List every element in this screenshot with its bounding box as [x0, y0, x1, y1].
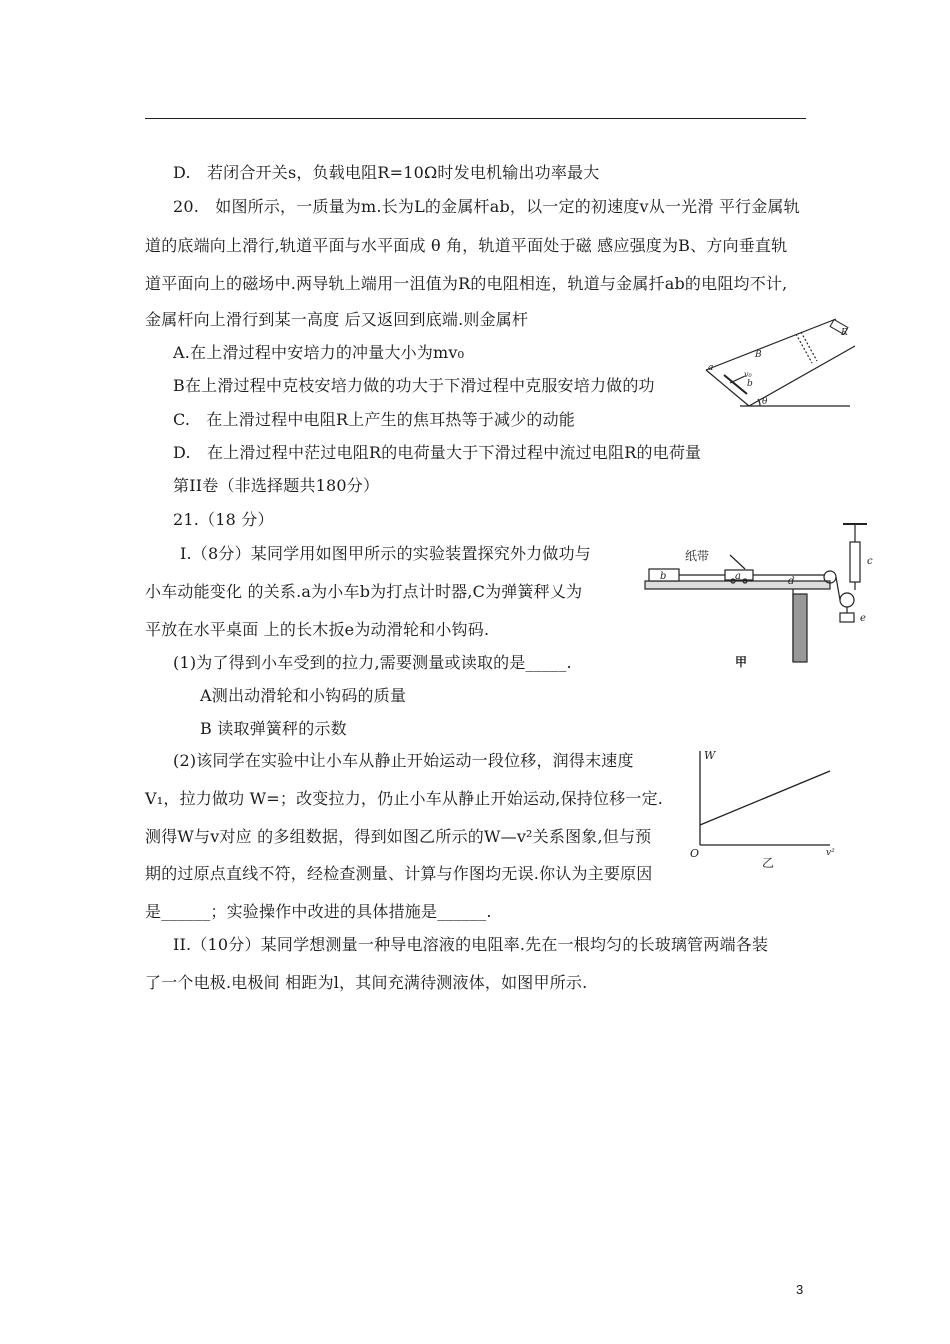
graph-caption: 乙: [762, 856, 775, 870]
apparatus-label-b: b: [660, 571, 667, 582]
q21-heading: 21.（18 分）: [173, 510, 274, 529]
graph-label-v2: v²: [826, 848, 835, 858]
q21-part-i-line1: I.（8分）某同学用如图甲所示的实验装置探究外力做功与: [180, 544, 591, 563]
q21-part-i-line2: 小车动能变化 的关系.a为小车b为打点计时器,C为弹簧秤乂为: [145, 582, 583, 601]
q20-option-a: A.在上滑过程中安培力的冲量大小为mv₀: [173, 343, 465, 362]
q21-part-i-sub2-line3: 测得W与v对应 的多组数据，得到如图乙所示的W—v²关系图象,但与预: [145, 827, 652, 846]
apparatus-label-a: a: [735, 571, 741, 582]
apparatus-figure: [635, 520, 880, 685]
q21-part-i-line3: 平放在水平桌面 上的长木扳e为动滑轮和小钩码.: [145, 620, 490, 639]
rail-figure: [700, 313, 850, 413]
q21-part-i-sub2-line2: V₁，拉力做功 W=；改变拉力，仍止小车从静止开始运动,保持位移一定.: [145, 789, 664, 808]
q21-part-i-sub2-line1: (2)该同学在实验中让小车从静止开始运动一段位移，润得末速度: [173, 751, 634, 770]
graph-label-origin: O: [690, 847, 700, 860]
q21-part-i-sub1: (1)为了得到小车受到的拉力,需要测量或读取的是_____.: [173, 653, 572, 672]
rail-label-b-field: B: [755, 350, 762, 360]
q20-stem-line2: 道的底端向上滑行,轨道平面与水平面成 θ 角，轨道平面处于磁 感应强度为B、方向垂直轨: [145, 236, 788, 255]
rail-label-b: b: [747, 379, 753, 389]
section-ii-heading: 第II卷（非选择题共180分）: [173, 476, 380, 495]
q21-part-ii-line2: 了一个电极.电极间 相距为l，其间充满待测液体，如图甲所示.: [145, 973, 588, 992]
apparatus-label-tape: 纸带: [685, 549, 710, 563]
q21-part-i-sub1-a: A测出动滑轮和小钩码的质量: [200, 686, 407, 705]
rail-label-a: a: [708, 363, 714, 373]
apparatus-label-d: d: [788, 576, 795, 587]
q20-option-d: D. 在上滑过程中茫过电阻R的电荷量大于下滑过程中流过电阻R的电荷量: [173, 443, 702, 462]
q20-stem-line4: 金属杆向上滑行到某一高度 后又返回到底端.则金属杆: [145, 310, 529, 329]
q20-option-b: B在上滑过程中克枝安培力做的功大于下滑过程中克服安培力做的功: [173, 376, 655, 395]
graph-data-line: [700, 771, 830, 825]
apparatus-label-c: c: [867, 556, 873, 567]
page-number: 3: [796, 1282, 804, 1297]
rail-label-r: R: [841, 328, 848, 338]
rail-label-theta: θ: [762, 397, 768, 407]
graph-label-w: W: [704, 749, 716, 762]
q20-stem-line1: 20. 如图所示，一质量为m.长为L的金属杆ab，以一定的初速度v从一光滑 平行金属轨: [173, 197, 800, 216]
option-d-q19: D. 若闭合开关s，负载电阻R=10Ω时发电机输出功率最大: [173, 163, 600, 182]
rail-label-v0: v₀: [744, 370, 752, 379]
q21-part-ii-line1: II.（10分）某同学想测量一种导电溶液的电阻率.先在一根均匀的长玻璃管两端各装: [173, 935, 769, 954]
q21-part-i-sub2-line5: 是______；实验操作中改进的具体措施是______.: [145, 902, 492, 921]
apparatus-caption: 甲: [735, 655, 748, 669]
q20-option-c: C. 在上滑过程中电阻R上产生的焦耳热等于减少的动能: [173, 410, 576, 429]
apparatus-label-e: e: [860, 613, 866, 624]
header-rule: [145, 118, 806, 119]
q21-part-i-sub2-line4: 期的过原点直线不符，经检查测量、计算与作图均无误.你认为主要原因: [145, 864, 653, 883]
q20-stem-line3: 道平面向上的磁场中.两导轨上端用一沮值为R的电阻相连，轨道与金属扦ab的电阻均不计,: [145, 274, 788, 293]
q21-part-i-sub1-b: B 读取弹簧秤的示数: [200, 719, 347, 738]
w-v2-graph: [690, 743, 850, 878]
